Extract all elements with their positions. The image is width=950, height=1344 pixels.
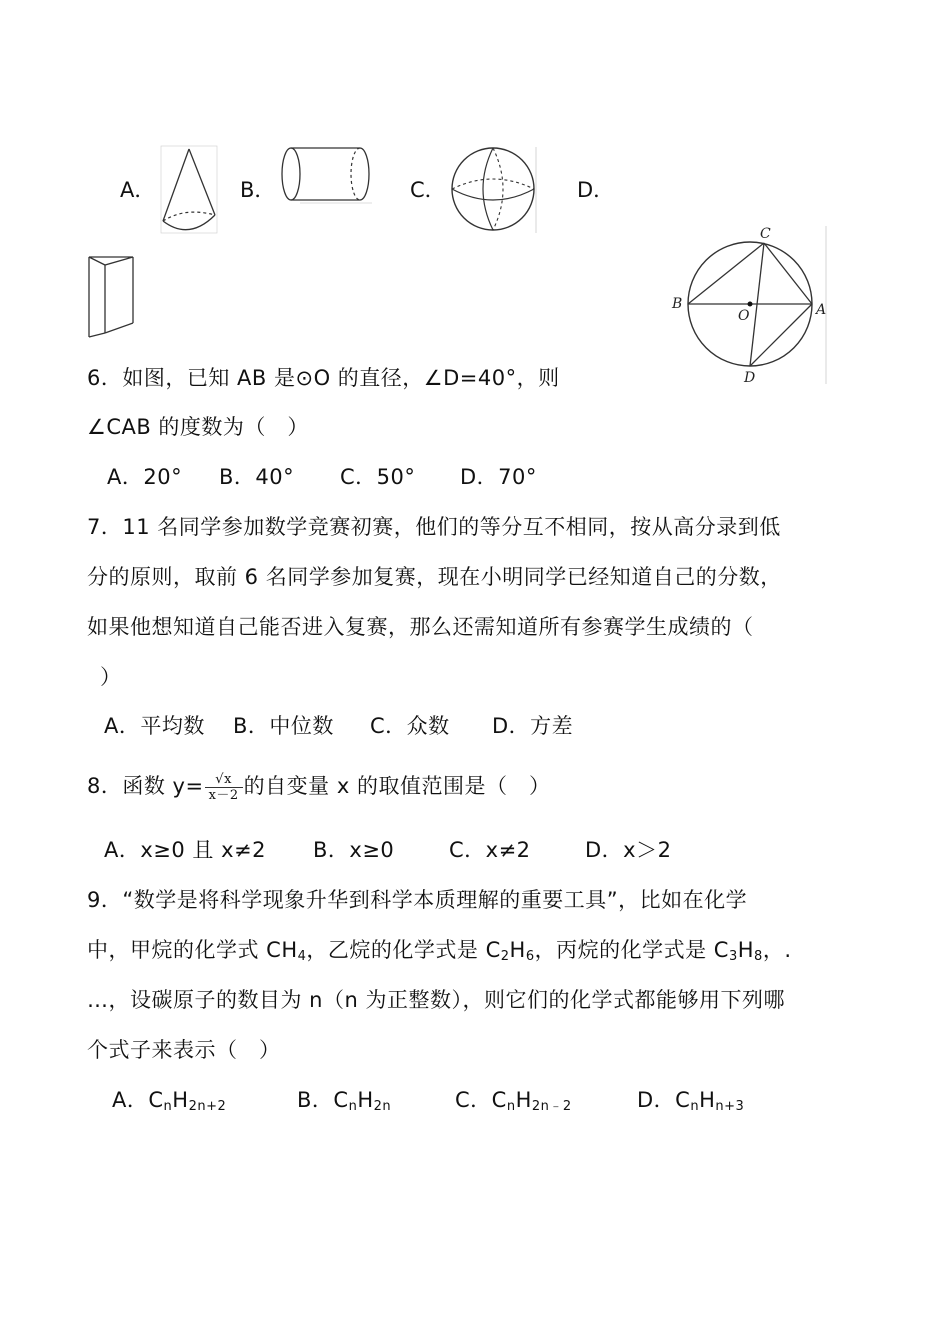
q9-option-text: B．C <box>297 1088 349 1112</box>
q9-option-sub: n <box>690 1099 700 1114</box>
q9-subscript: 2 <box>500 949 510 964</box>
q8-prefix: 8．函数 y= <box>87 774 204 798</box>
q6-stem-line2: ∠CAB 的度数为（ ） <box>87 415 309 439</box>
q5-option-d-label: D． <box>577 178 615 202</box>
q5-option-c-label: C． <box>410 178 446 202</box>
q9-subscript: 6 <box>525 949 535 964</box>
q9-option-text: D．C <box>637 1088 691 1112</box>
q9-option-sub: n <box>348 1099 358 1114</box>
q8-option-d: D．x＞2 <box>585 838 672 862</box>
triangular-prism-figure <box>85 253 137 341</box>
q7-stem-line2: 分的原则，取前 6 名同学参加复赛，现在小明同学已经知道自己的分数， <box>87 565 782 589</box>
q9-text: ，. <box>762 938 792 962</box>
q9-option-sub: 2n+2 <box>188 1099 227 1114</box>
cylinder-figure <box>280 145 375 205</box>
q8-numerator: √x <box>215 771 232 787</box>
q7-option-d: D．方差 <box>492 714 574 738</box>
q9-option-b <box>297 1084 391 1114</box>
q9-option-sub: n <box>163 1099 173 1114</box>
q9-option-d <box>637 1084 744 1114</box>
q7-stem-line1: 7．11 名同学参加数学竞赛初赛，他们的等分互不相同，按从高分录到低 <box>87 515 781 539</box>
q9-text: ，乙烷的化学式是 C <box>306 938 501 962</box>
q8-option-c: C．x≠2 <box>449 838 531 862</box>
q9-text: H <box>509 938 526 962</box>
q9-subscript: 3 <box>728 949 738 964</box>
q9-option-sub: n+3 <box>715 1099 745 1114</box>
q9-option-text: H <box>357 1088 374 1112</box>
q6-stem-line1: 6．如图，已知 AB 是⊙O 的直径，∠D=40°，则 <box>87 366 560 390</box>
q8-suffix: 的自变量 x 的取值范围是（ ） <box>243 774 551 798</box>
q9-option-a <box>112 1084 226 1114</box>
q7-option-c: C．众数 <box>370 714 450 738</box>
point-a-label: A <box>816 302 827 318</box>
q9-stem-line2 <box>87 934 792 964</box>
q9-option-sub: 2n <box>373 1099 392 1114</box>
q8-denominator: x－2 <box>208 787 239 803</box>
q9-option-sub: n <box>506 1099 516 1114</box>
point-c-label: C <box>760 226 771 242</box>
q9-subscript: 4 <box>297 949 307 964</box>
q7-stem-line3: 如果他想知道自己能否进入复赛，那么还需知道所有参赛学生成绩的（ <box>87 615 754 639</box>
q9-option-c <box>455 1084 572 1114</box>
q5-option-a-label: A． <box>120 178 156 202</box>
q9-text: H <box>737 938 755 962</box>
q8-stem <box>87 770 550 803</box>
q9-stem-line1: 9．“数学是将科学现象升华到科学本质理解的重要工具”，比如在化学 <box>87 888 748 912</box>
q6-option-b: B．40° <box>219 465 295 489</box>
q8-fraction <box>205 772 243 803</box>
q6-option-a: A．20° <box>107 465 183 489</box>
sphere-figure <box>448 145 540 235</box>
q7-option-a: A．平均数 <box>104 714 205 738</box>
q7-option-b: B．中位数 <box>233 714 334 738</box>
q9-option-text: H <box>515 1088 532 1112</box>
q9-option-text: H <box>699 1088 716 1112</box>
q8-option-b: B．x≥0 <box>313 838 395 862</box>
q9-stem-line4: 个式子来表示（ ） <box>87 1038 281 1062</box>
q9-stem-line3: …，设碳原子的数目为 n（n 为正整数），则它们的化学式都能够用下列哪 <box>87 988 785 1012</box>
cone-figure <box>160 145 218 235</box>
point-d-label: D <box>744 370 756 386</box>
q9-option-text: A．C <box>112 1088 164 1112</box>
q9-option-sub: 2n﹣2 <box>531 1099 572 1114</box>
point-o-label: O <box>738 308 750 324</box>
q9-subscript: 8 <box>754 949 763 964</box>
q9-text: ，丙烷的化学式是 C <box>534 938 729 962</box>
q6-option-d: D．70° <box>460 465 537 489</box>
q8-option-a: A．x≥0 且 x≠2 <box>104 838 266 862</box>
q9-text: 中，甲烷的化学式 CH <box>87 938 298 962</box>
circle-geometry-figure <box>668 222 830 387</box>
q5-option-b-label: B． <box>240 178 276 202</box>
q9-option-text: H <box>172 1088 189 1112</box>
q9-option-text: C．C <box>455 1088 507 1112</box>
q7-stem-line4: ） <box>100 665 122 689</box>
q6-option-c: C．50° <box>340 465 416 489</box>
point-b-label: B <box>672 296 683 312</box>
